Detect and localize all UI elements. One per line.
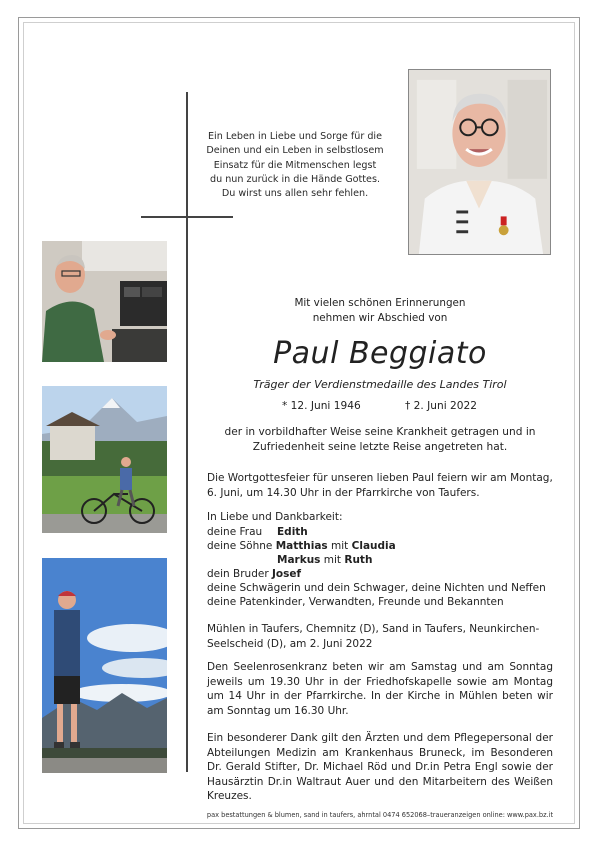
illness-text: der in vorbildhafter Weise seine Krankheit getragen und in Zufriedenheit seine letzte Reise angetreten hat.	[224, 426, 536, 453]
wife-line	[207, 525, 308, 540]
sons-line-1	[207, 539, 396, 554]
son-1-name: Matthias	[275, 540, 328, 552]
sons-line-2	[277, 553, 372, 568]
portrait-photo	[408, 69, 551, 255]
with-1: mit	[331, 540, 349, 552]
rosary-info: Den Seelenrosenkranz beten wir am Samstag und am Sonntag jeweils um 19.30 Uhr in der Friedhofskapelle sowie am Montag um 14 Uhr in der Pfarrkirche. In der Kirche in Mühlen beten wir am Sonntag um 16.30 Uhr.	[207, 661, 553, 717]
son-2-name: Markus	[277, 554, 321, 566]
cross-horizontal	[141, 216, 233, 218]
partner-1-name: Claudia	[351, 540, 396, 552]
with-2: mit	[323, 554, 342, 566]
radio-room-photo	[42, 241, 167, 362]
footer-imprint: pax bestattungen & blumen, sand in taufers, ahrntal 0474 652068–traueranzeigen online: www.pax.bz.it	[206, 811, 554, 819]
intro-text: Mit vielen schönen Erinnerungen nehmen wir Abschied von	[294, 297, 466, 324]
godchildren-line: deine Patenkinder, Verwandten, Freunde und Bekannten	[207, 596, 504, 608]
brother-line	[207, 567, 301, 582]
wife-prefix: deine Frau	[207, 526, 263, 538]
places-date: Mühlen in Taufers, Chemnitz (D), Sand in Taufers, Neunkirchen-Seelscheid (D), am 2. Juni 2022	[207, 623, 540, 650]
sons-prefix: deine Söhne	[207, 540, 273, 552]
brother-prefix: dein Bruder	[207, 568, 269, 580]
memorial-quote: Ein Leben in Liebe und Sorge für die Deinen und ein Leben in selbstlosem Einsatz für die Mitmenschen legst du nun zurück in die Hände Gottes. Du wirst uns allen sehr fehlen.	[206, 131, 384, 200]
mountain-photo	[42, 558, 167, 773]
inlaws-line: deine Schwägerin und dein Schwager, deine Nichten und Neffen	[207, 582, 546, 594]
death-date: † 2. Juni 2022	[405, 400, 477, 412]
birth-date: * 12. Juni 1946	[282, 400, 361, 412]
wife-name: Edith	[277, 526, 308, 538]
partner-2-name: Ruth	[344, 554, 373, 566]
deceased-name: Paul Beggiato	[273, 336, 487, 371]
honor-line: Träger der Verdienstmedaille des Landes Tirol	[253, 378, 507, 391]
funeral-info: Die Wortgottesfeier für unseren lieben Paul feiern wir am Montag, 6. Juni, um 14.30 Uhr in der Pfarrkirche von Taufers.	[207, 472, 553, 499]
cross-vertical	[186, 92, 188, 772]
mourners-title: In Liebe und Dankbarkeit:	[207, 511, 343, 523]
bicycle-photo	[42, 386, 167, 533]
brother-name: Josef	[272, 568, 302, 580]
special-thanks: Ein besonderer Dank gilt den Ärzten und dem Pflegepersonal der Abteilungen Medizin am Krankenhaus Bruneck, im Besonderen Dr. Gerald Stifter, Dr. Michael Röd und Dr.in Petra Engl sowie der Hausärztin Dr.in Waltraut Auer und den Mitarbeitern des Weißen Kreuzes.	[207, 732, 553, 803]
